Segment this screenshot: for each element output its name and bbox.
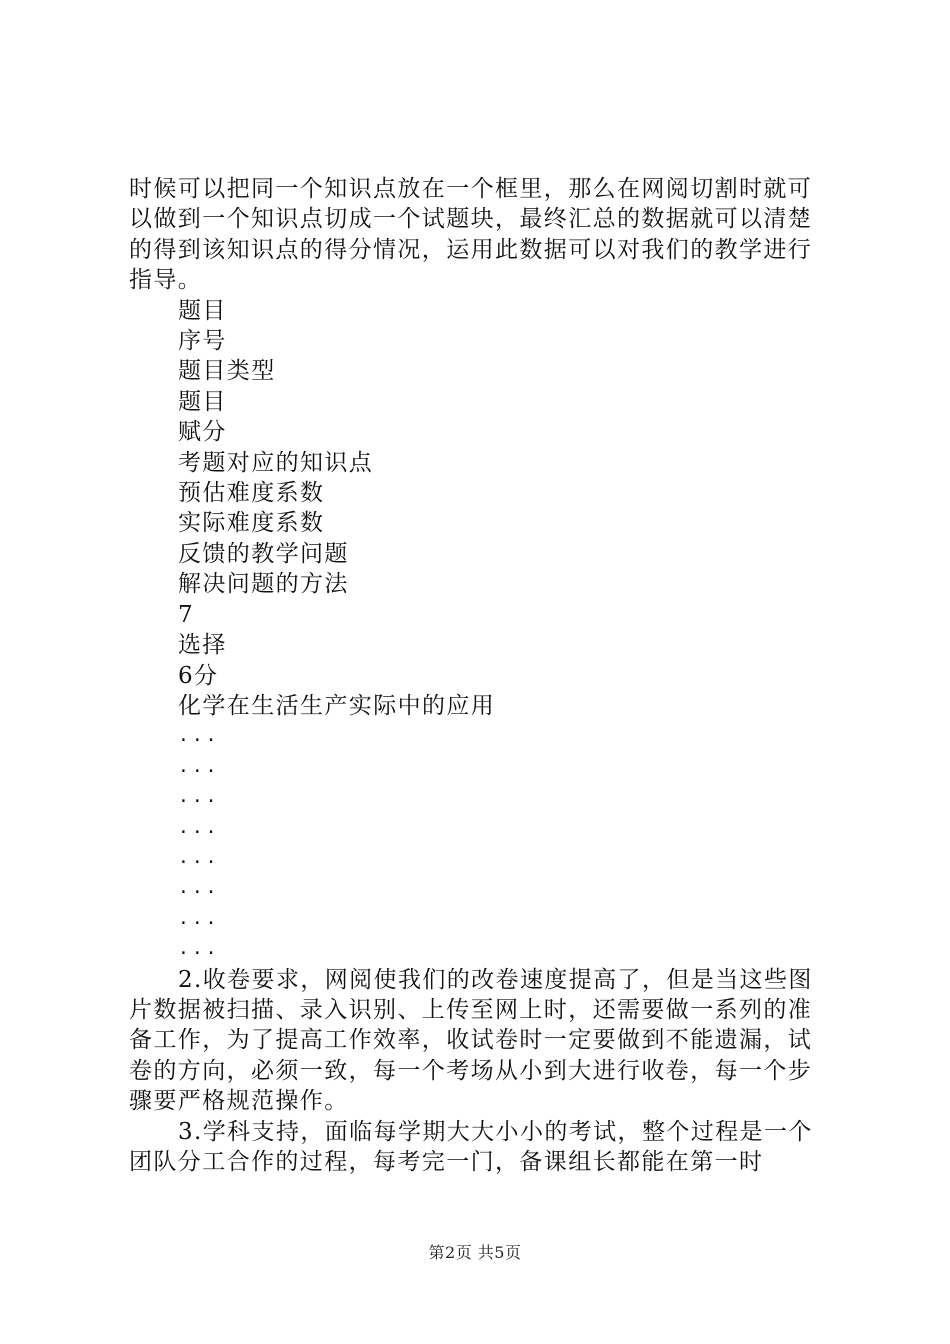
paragraph-2: 2.收卷要求，网阅使我们的改卷速度提高了，但是当这些图片数据被扫描、录入识别、上传至网上时，还需要做一系列的准备工作，为了提高工作效率，收试卷时一定要做到不能遗漏，试卷的方向，必须一致，每一个考场从小到大进行收卷，每一个步骤要严格规范操作。 bbox=[129, 966, 813, 1115]
table-line: 选择 bbox=[178, 632, 227, 659]
table-line: 题目类型 bbox=[178, 358, 276, 385]
table-line: 题目 bbox=[178, 297, 227, 324]
table-line-ellipsis: ... bbox=[178, 786, 220, 808]
table-line: 反馈的教学问题 bbox=[178, 540, 349, 567]
intro-paragraph: 时候可以把同一个知识点放在一个框里，那么在网阅切割时就可以做到一个知识点切成一个试题块，最终汇总的数据就可以清楚的得到该知识点的得分情况，运用此数据可以对我们的教学进行指导。 bbox=[129, 176, 813, 294]
table-line: 序号 bbox=[178, 328, 227, 355]
table-line-ellipsis: ... bbox=[178, 938, 220, 960]
table-line: 化学在生活生产实际中的应用 bbox=[178, 692, 496, 719]
table-line-ellipsis: ... bbox=[178, 816, 220, 838]
table-line-ellipsis: ... bbox=[178, 755, 220, 777]
paragraph-3: 3.学科支持，面临每学期大大小小的考试，整个过程是一个团队分工合作的过程，每考完一门，备课组长都能在第一时 bbox=[129, 1118, 813, 1175]
table-lines bbox=[129, 296, 829, 965]
table-line-ellipsis: ... bbox=[178, 725, 220, 747]
page-footer: 第2页 共5页 bbox=[428, 1243, 522, 1262]
table-line: 7 bbox=[178, 601, 195, 628]
table-line: 解决问题的方法 bbox=[178, 571, 349, 598]
document-body bbox=[129, 174, 829, 1177]
table-line-ellipsis: ... bbox=[178, 846, 220, 868]
table-line: 6分 bbox=[178, 662, 219, 689]
table-line: 赋分 bbox=[178, 419, 227, 446]
table-line: 实际难度系数 bbox=[178, 510, 325, 537]
table-line-ellipsis: ... bbox=[178, 877, 220, 899]
table-line: 题目 bbox=[178, 388, 227, 415]
table-line-ellipsis: ... bbox=[178, 907, 220, 929]
table-line: 预估难度系数 bbox=[178, 480, 325, 507]
table-line: 考题对应的知识点 bbox=[178, 449, 374, 476]
